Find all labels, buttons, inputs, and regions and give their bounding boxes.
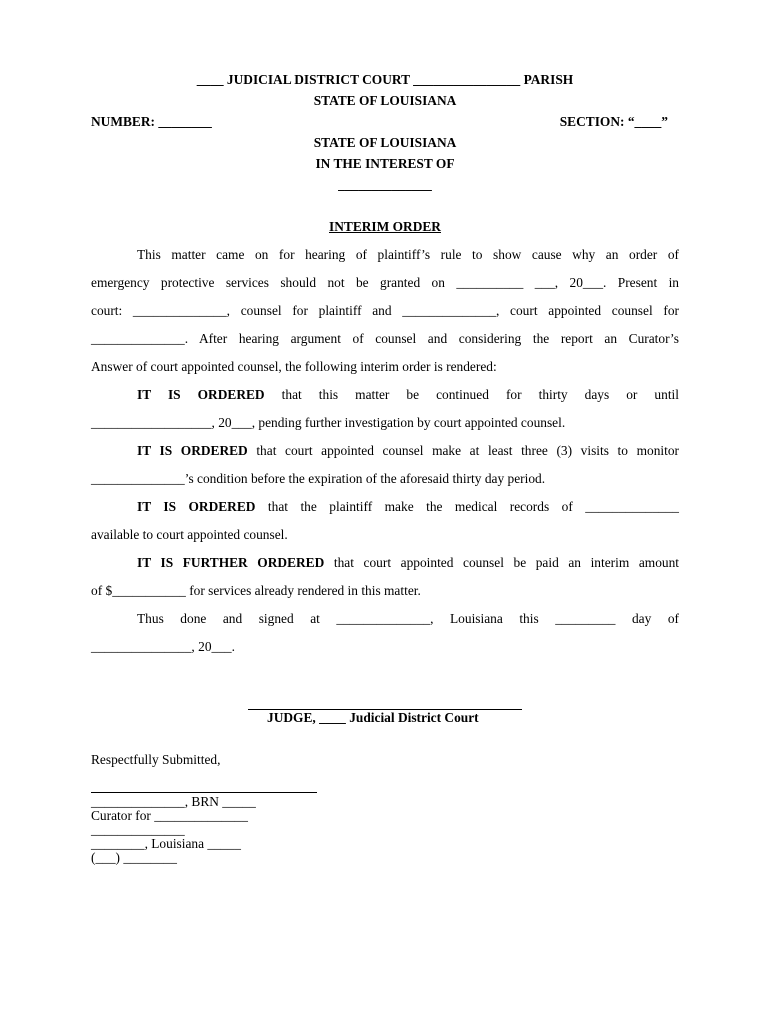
caption-party-blank: ______________ (338, 177, 432, 192)
document-title: INTERIM ORDER (329, 219, 441, 234)
order-3-lead: IT IS ORDERED (137, 499, 256, 514)
order-1-line-2: __________________, 20___, pending further investigation by court appointed counsel. (91, 415, 566, 430)
attorney-name-brn: ______________, BRN _____ (91, 794, 256, 809)
attorney-phone: (___) ________ (91, 850, 177, 865)
respectfully-submitted: Respectfully Submitted, (91, 752, 221, 767)
order-3-line-2: available to court appointed counsel. (91, 527, 288, 542)
order-4-lead: IT IS FURTHER ORDERED (137, 555, 325, 570)
order-2-lead: IT IS ORDERED (137, 443, 248, 458)
paragraph-1-line-3: court: ______________, counsel for plaintiff and ______________, court appointed counsel for (91, 303, 679, 318)
order-2-line-2: ______________’s condition before the expiration of the aforesaid thirty day period. (91, 471, 546, 486)
paragraph-1-line-2: emergency protective services should not be granted on __________ ___, 20___. Present in (91, 275, 679, 290)
order-2-line-1 (137, 443, 679, 459)
judge-label: JUDGE, ____ Judicial District Court (267, 710, 479, 725)
state-heading: STATE OF LOUISIANA (313, 93, 457, 108)
paragraph-1-line-1: This matter came on for hearing of plaintiff’s rule to show cause why an order of (137, 247, 679, 262)
case-number: NUMBER: ________ (91, 114, 212, 129)
order-1-lead: IT IS ORDERED (137, 387, 265, 402)
paragraph-1-line-5: Answer of court appointed counsel, the following interim order is rendered: (91, 359, 497, 374)
signed-line-1: Thus done and signed at ______________, Louisiana this _________ day of (137, 611, 679, 626)
attorney-city: ________, Louisiana _____ (91, 836, 241, 851)
order-4-line-1 (137, 555, 679, 571)
order-3-line-1 (137, 499, 679, 515)
order-2-text: that court appointed counsel make at least three (3) visits to monitor (247, 443, 679, 458)
caption-state: STATE OF LOUISIANA (313, 135, 457, 150)
case-section: SECTION: “____” (559, 114, 668, 129)
order-1-text: that this matter be continued for thirty days or until (264, 387, 679, 402)
attorney-address: ______________ (91, 822, 185, 837)
court-heading: ____ JUDICIAL DISTRICT COURT ________________ PARISH (196, 72, 574, 87)
signed-line-2: _______________, 20___. (91, 639, 235, 654)
order-4-text: that court appointed counsel be paid an interim amount (324, 555, 680, 570)
paragraph-1-line-4: ______________. After hearing argument of counsel and considering the report an Curator’s (91, 331, 679, 346)
order-3-text: that the plaintiff make the medical records of ______________ (255, 499, 679, 514)
caption-interest-of: IN THE INTEREST OF (315, 156, 455, 171)
curator-for: Curator for ______________ (91, 808, 248, 823)
order-4-line-2: of $___________ for services already rendered in this matter. (91, 583, 421, 598)
order-1-line-1 (137, 387, 679, 403)
attorney-signature-line (91, 792, 317, 793)
